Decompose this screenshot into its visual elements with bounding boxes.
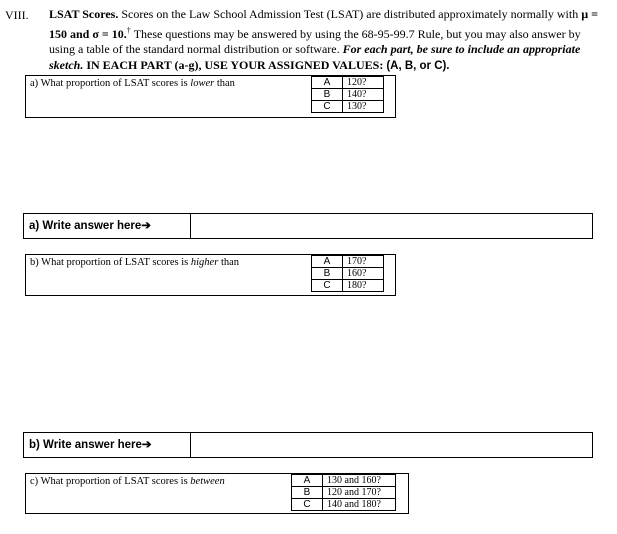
period: . xyxy=(446,57,450,72)
option-value: 130 and 160? xyxy=(323,475,396,487)
option-letter: C xyxy=(312,101,343,113)
option-letter: B xyxy=(312,89,343,101)
assigned-values-options: (A, B, or C) xyxy=(386,59,447,72)
question-c-options xyxy=(291,474,396,511)
option-value: 160? xyxy=(343,268,384,280)
question-a-emphasis: lower xyxy=(190,78,215,89)
option-value: 120 and 170? xyxy=(323,487,396,499)
answer-b-label: b) Write answer here➔ xyxy=(24,433,191,457)
intro-text-1: Scores on the Law School Admission Test (LSAT) are distributed approximately normally with xyxy=(118,7,579,21)
question-a-box xyxy=(25,75,396,118)
question-b-prefix: b) What proportion of LSAT scores is xyxy=(30,257,191,268)
option-value: 180? xyxy=(343,280,384,292)
assigned-values-instruction: IN EACH PART (a-g), USE YOUR ASSIGNED VALUES: xyxy=(83,57,387,72)
question-c-prefix: c) What proportion of LSAT scores is xyxy=(30,476,191,487)
section-title: LSAT Scores. xyxy=(49,7,119,21)
option-letter: C xyxy=(292,499,323,511)
option-value: 120? xyxy=(343,77,384,89)
option-row xyxy=(312,101,384,113)
option-letter: B xyxy=(312,268,343,280)
option-value: 140? xyxy=(343,89,384,101)
footnote-mark: † xyxy=(126,25,131,35)
option-letter: A xyxy=(292,475,323,487)
option-row xyxy=(312,268,384,280)
option-value: 170? xyxy=(343,256,384,268)
option-letter: A xyxy=(312,256,343,268)
question-a-suffix: than xyxy=(214,78,235,89)
answer-a-row xyxy=(23,213,593,239)
option-row xyxy=(312,89,384,101)
question-b-suffix: than xyxy=(218,257,240,268)
answer-a-label: a) Write answer here➔ xyxy=(24,214,191,238)
question-a-text xyxy=(30,78,235,89)
option-letter: B xyxy=(292,487,323,499)
section-intro xyxy=(49,7,605,74)
question-b-options xyxy=(311,255,384,292)
option-row xyxy=(292,487,396,499)
option-letter: A xyxy=(312,77,343,89)
option-row xyxy=(312,256,384,268)
answer-a-field[interactable] xyxy=(191,214,592,238)
question-a-options xyxy=(311,76,384,113)
answer-b-row xyxy=(23,432,593,458)
option-letter: C xyxy=(312,280,343,292)
question-c-box xyxy=(25,473,409,514)
question-c-text xyxy=(30,476,225,487)
question-c-emphasis: between xyxy=(190,476,225,487)
section-numeral: VIII. xyxy=(5,8,29,22)
option-value: 140 and 180? xyxy=(323,499,396,511)
question-b-text xyxy=(30,257,239,268)
mu-sigma: µ = 150 and σ = 10. xyxy=(49,7,598,41)
option-row xyxy=(312,280,384,292)
question-a-prefix: a) What proportion of LSAT scores is xyxy=(30,78,191,89)
intro-text-2: These questions may be answered by using the 68-95-99.7 Rule, but you may also answer by using a table of the standard normal distribution or software. xyxy=(49,26,581,56)
option-row xyxy=(312,77,384,89)
option-value: 130? xyxy=(343,101,384,113)
question-b-emphasis: higher xyxy=(190,257,219,268)
question-b-box xyxy=(25,254,396,296)
option-row xyxy=(292,475,396,487)
sketch-instruction: For each part, be sure to include an appropriate sketch. xyxy=(49,42,581,72)
option-row xyxy=(292,499,396,511)
answer-b-field[interactable] xyxy=(191,433,592,457)
